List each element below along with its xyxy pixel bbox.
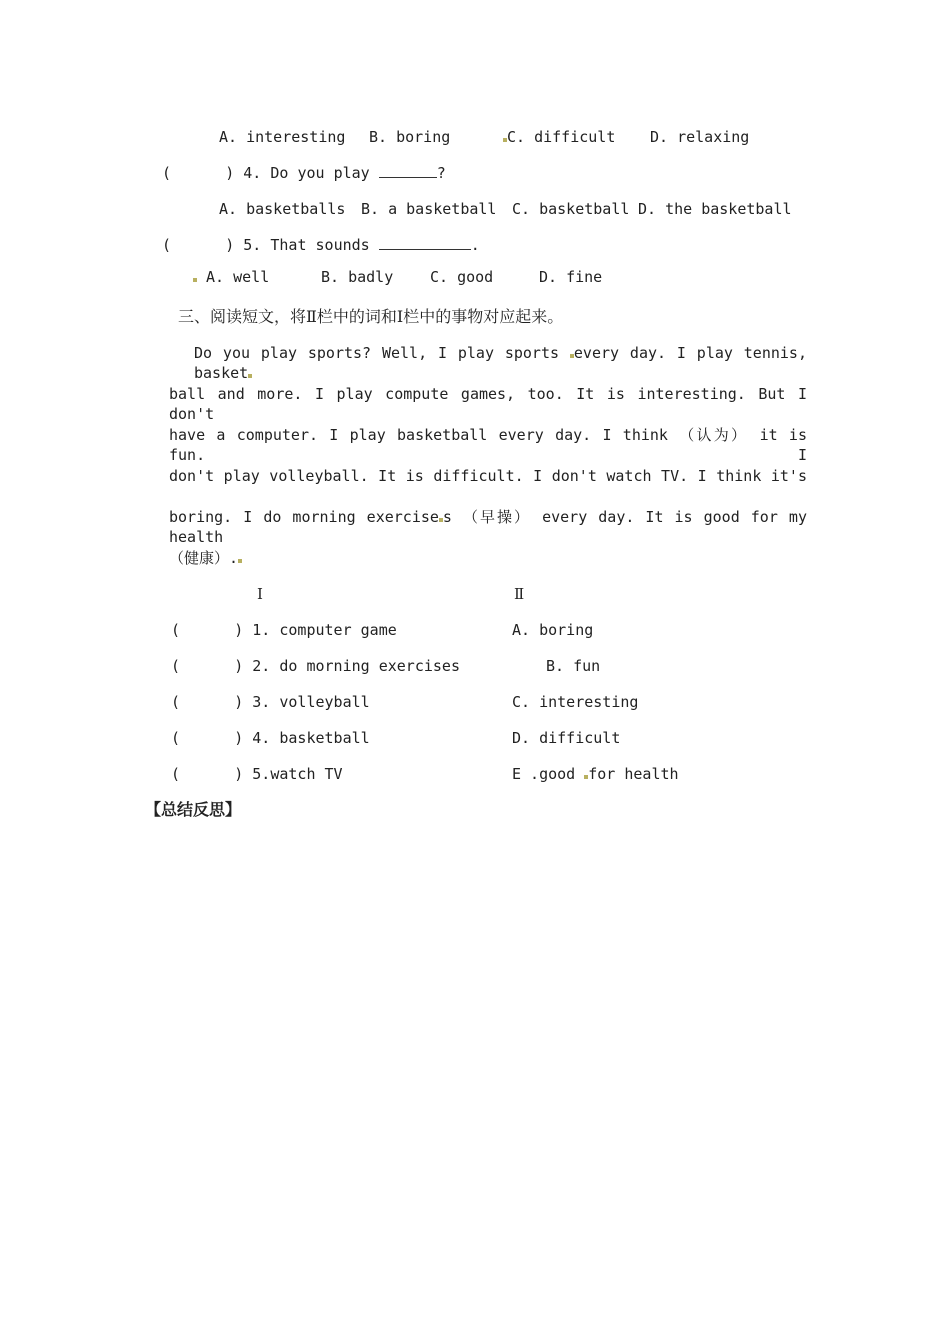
- passage-line-6: （健康）.: [169, 548, 242, 568]
- match-row-5: [171, 764, 343, 784]
- q4-option-a: A. basketballs: [219, 200, 346, 218]
- column-header-2: Ⅱ: [514, 585, 525, 603]
- q3-option-c-wrap: [503, 127, 615, 147]
- match-row-2: [171, 656, 460, 676]
- match-row-4: [171, 728, 370, 748]
- edit-mark: [193, 278, 197, 282]
- answer-bracket: ( ): [162, 164, 235, 182]
- question-4: [162, 163, 446, 183]
- match-right-2: B. fun: [546, 657, 601, 675]
- answer-blank: [379, 163, 437, 178]
- section-heading: 三、阅读短文，将Ⅱ栏中的词和Ⅰ栏中的事物对应起来。: [178, 307, 564, 326]
- match-row-3: [171, 692, 370, 712]
- match-left: 2. do morning exercises: [252, 657, 460, 675]
- match-left: 1. computer game: [252, 621, 397, 639]
- summary-heading: 【总结反思】: [145, 800, 242, 819]
- passage-line-1: Do you play sports? Well, I play sports every day. I play tennis, basket: [194, 344, 807, 382]
- q3-option-c: C. difficult: [507, 128, 616, 146]
- q3-option-d: D. relaxing: [650, 128, 750, 146]
- question-4-end: ?: [436, 164, 446, 182]
- question-5-end: .: [470, 236, 480, 254]
- edit-mark: [248, 374, 252, 378]
- answer-bracket: ( ): [171, 729, 244, 747]
- answer-blank: [379, 235, 471, 250]
- answer-bracket: ( ): [171, 657, 244, 675]
- q5-option-c: C. good: [430, 268, 494, 286]
- question-5-text: 5. That sounds: [243, 236, 379, 254]
- passage-line-5: boring. I do morning exercise s （早操） every day. It is good for my health: [169, 508, 807, 546]
- q4-option-d: D. the basketball: [638, 200, 792, 218]
- q5-option-b: B. badly: [321, 268, 394, 286]
- q3-option-b: B. boring: [369, 128, 451, 146]
- match-left: 5.watch TV: [252, 765, 343, 783]
- answer-bracket: ( ): [162, 236, 235, 254]
- edit-mark: [238, 559, 242, 563]
- q5-option-a: A. well: [206, 268, 270, 286]
- q4-option-b: B. a basketball: [361, 200, 497, 218]
- passage-line-3: have a computer. I play basketball every day. I think （认为） it is fun. I: [169, 426, 807, 464]
- match-left: 4. basketball: [252, 729, 370, 747]
- answer-bracket: ( ): [171, 693, 244, 711]
- match-right-4: D. difficult: [512, 729, 621, 747]
- answer-bracket: ( ): [171, 765, 244, 783]
- question-4-text: 4. Do you play: [243, 164, 379, 182]
- match-left: 3. volleyball: [252, 693, 370, 711]
- answer-bracket: ( ): [171, 621, 244, 639]
- q4-option-c: C. basketball: [512, 200, 630, 218]
- match-right-5: E .good for health: [512, 765, 679, 783]
- q5-option-d: D. fine: [539, 268, 603, 286]
- match-right-3: C. interesting: [512, 693, 639, 711]
- question-5: [162, 235, 480, 255]
- match-right-1: A. boring: [512, 621, 594, 639]
- passage-line-2: ball and more. I play compute games, too. It is interesting. But I don't: [169, 385, 807, 423]
- q3-option-a: A. interesting: [219, 128, 346, 146]
- q5-option-a-wrap: [193, 267, 269, 287]
- match-row-1: [171, 620, 397, 640]
- passage-line-4: don't play volleyball. It is difficult. I don't watch TV. I think it's: [169, 467, 807, 485]
- column-header-1: Ⅰ: [257, 585, 263, 603]
